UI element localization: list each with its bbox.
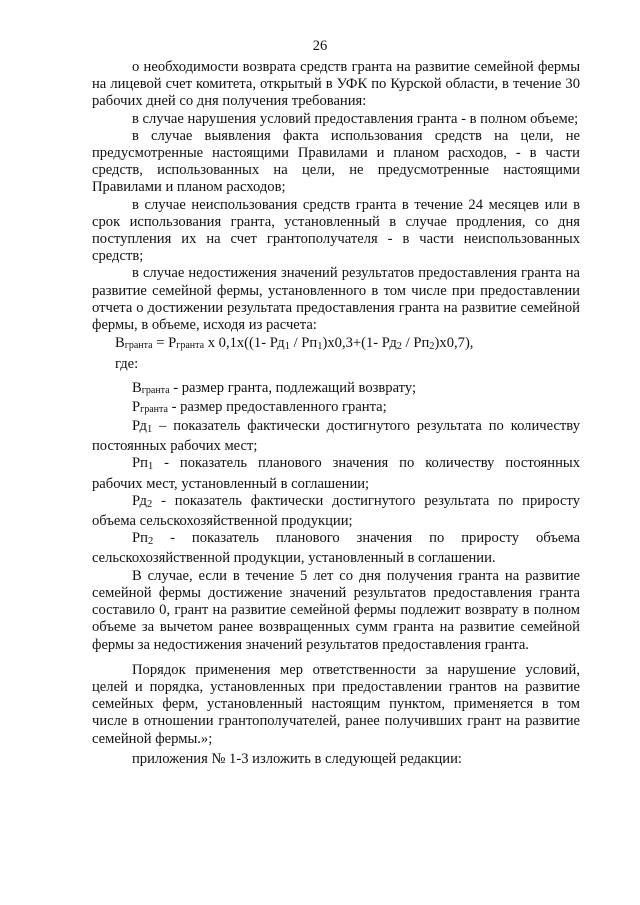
paragraph-five-year-rule: В случае, если в течение 5 лет со дня получения гранта на развитие семейной фермы достижение значений результатов предоставления гранта составило 0, грант на развитие семейной фермы подлежит возврату в полном объеме за вычетом ранее возвращенных сумм гранта на развитие семейной фермы за недостижения значений результатов предоставления гранта.: [92, 567, 580, 653]
definition-text: - размер предоставленного гранта;: [167, 398, 387, 415]
definition-text: - показатель планового значения по приросту объема сельскохозяйственной продукции, установленный в соглашении.: [92, 530, 580, 567]
formula-sub-2: 1: [317, 341, 323, 353]
definition-symbol: Р: [132, 398, 141, 415]
formula-p: Р: [168, 335, 177, 352]
definition-symbol: В: [132, 379, 142, 396]
formula-eq: =: [152, 335, 169, 352]
definition-symbol-sub: гранта: [141, 384, 170, 396]
definition-text: - показатель фактически достигнутого результата по приросту объема сельскохозяйственной продукции;: [92, 492, 580, 530]
definition-p-grant: [92, 399, 580, 418]
formula-body-1: х 0,1х((1- Рд: [204, 335, 285, 352]
formula-body-4: / Рп: [402, 335, 430, 352]
definition-symbol: Рд: [132, 418, 147, 435]
definition-v-grant: [92, 380, 580, 399]
definition-symbol: Рп: [132, 530, 148, 547]
page-number: 26: [312, 38, 328, 54]
formula-body-3: )х0,3+(1- Рд: [322, 335, 397, 352]
formula-p-sub: гранта: [176, 340, 205, 352]
formula-v-sub: гранта: [124, 340, 153, 352]
definition-rd1: [92, 418, 580, 455]
definition-symbol: Рп: [132, 455, 148, 472]
return-formula: [92, 335, 580, 355]
formula-sub-4: 2: [429, 341, 435, 353]
definition-symbol-sub: 2: [147, 498, 153, 510]
definition-rp2: [92, 530, 580, 567]
document-body: [92, 59, 580, 768]
paragraph-violation-case: в случае нарушения условий предоставления гранта - в полном объеме;: [132, 110, 579, 127]
definition-symbol-sub: 1: [147, 424, 153, 436]
formula-body-5: )х0,7),: [434, 335, 474, 352]
formula-body-2: / Рп: [289, 335, 318, 352]
paragraph-misuse-case: в случае выявления факта использования средств на цели, не предусмотренные настоящими Правилами и планом расходов, - в части средств, использованных на цели, не предусмотренные настоящими Правилами и планом расходов;: [92, 127, 580, 196]
formula-sub-1: 1: [284, 341, 290, 353]
paragraph-results-not-achieved-case: в случае недостижения значений результатов предоставления гранта на развитие семейной фермы, установленного в том числе при предоставлении отчета о достижении результата предоставления гранта на развитие семейной фермы, в объеме, исходя из расчета:: [92, 265, 580, 334]
definition-symbol-sub: 1: [147, 461, 154, 473]
definition-text: - размер гранта, подлежащий возврату;: [169, 379, 417, 396]
paragraph-unused-funds-case: в случае неиспользования средств гранта в течение 24 месяцев или в срок использования гранта, установленный в случае продления, со дня поступления их на счет грантополучателя - в части неиспользованных средств;: [92, 196, 580, 265]
definition-symbol: Рд: [132, 492, 147, 509]
formula-sub-3: 2: [396, 341, 403, 353]
definition-text: - показатель планового значения по количеству постоянных рабочих мест, установленный в соглашении;: [92, 455, 580, 492]
definition-text: – показатель фактически достигнутого результата по количеству постоянных рабочих мест;: [92, 418, 580, 455]
definition-rd2: [92, 493, 580, 530]
formula-v: В: [115, 335, 125, 352]
definition-rp1: [92, 455, 580, 492]
paragraph-return-requirement: о необходимости возврата средств гранта на развитие семейной фермы на лицевой счет комитета, открытый в УФК по Курской области, в течение 30 рабочих дней со дня получения требования:: [92, 59, 580, 110]
definition-symbol-sub: гранта: [140, 403, 168, 415]
paragraph-responsibility-procedure: Порядок применения мер ответственности за нарушение условий, целей и порядка, установленных при предоставлении грантов на развитие семейных ферм, установленный настоящим пунктом, применяется в том числе в отношении грантополучателей, ранее получивших грант на развитие семейной фермы.»;: [92, 661, 580, 747]
paragraph-appendices: приложения № 1-3 изложить в следующей редакции:: [132, 750, 462, 767]
formula-where-label: где:: [115, 356, 139, 373]
definition-symbol-sub: 2: [147, 536, 154, 548]
